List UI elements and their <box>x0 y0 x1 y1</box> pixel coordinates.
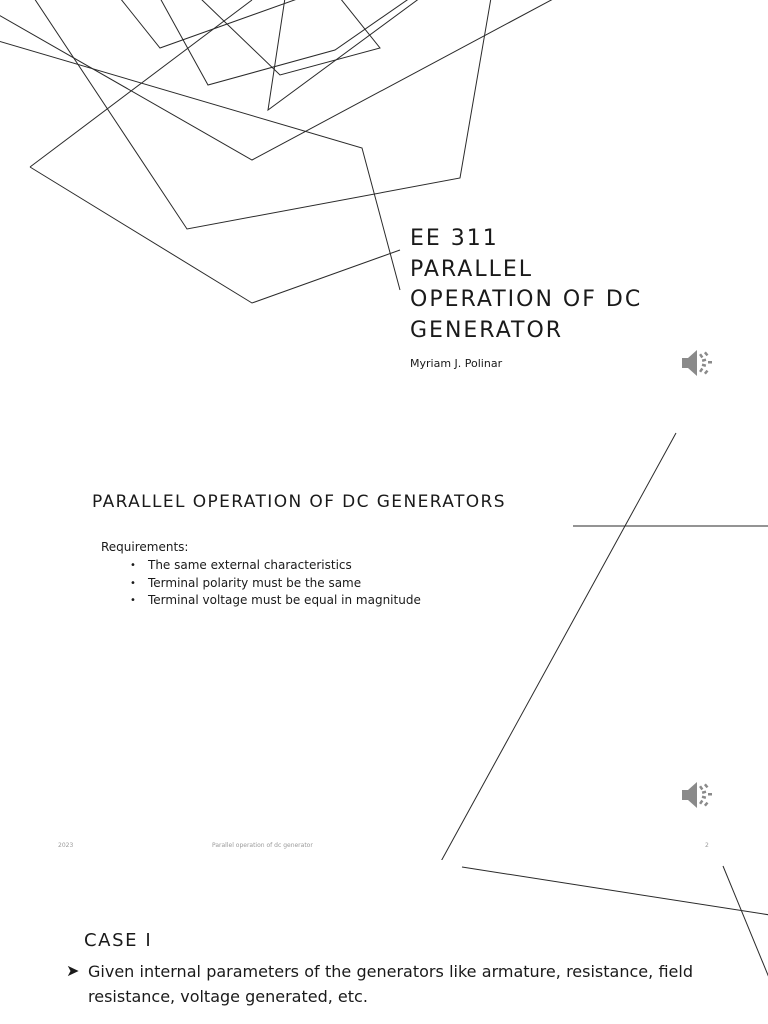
presentation-title <box>410 224 642 346</box>
content-slide-2 <box>0 420 768 860</box>
speaker-icon[interactable] <box>680 778 714 812</box>
slide-heading: PARALLEL OPERATION OF DC GENERATORS <box>92 492 506 512</box>
requirements-list <box>130 557 421 610</box>
title-line-2: PARALLEL <box>410 256 534 282</box>
list-item: • Terminal polarity must be the same <box>130 575 421 593</box>
decorative-lines <box>0 0 768 420</box>
content-slide-3 <box>0 860 768 1024</box>
requirements-label: Requirements: <box>101 540 189 554</box>
footer-title: Parallel operation of dc generator <box>212 842 313 849</box>
case-bullet-text: Given internal parameters of the generators like armature, resistance, field resistance, voltage generated, etc. <box>88 962 693 1006</box>
list-item: • Terminal voltage must be equal in magnitude <box>130 592 421 610</box>
case-heading: CASE I <box>84 930 153 951</box>
title-line-3: OPERATION OF DC <box>410 287 643 312</box>
speaker-icon[interactable] <box>680 346 714 380</box>
decorative-lines <box>0 420 768 860</box>
title-slide <box>0 0 768 420</box>
author-name: Myriam J. Polinar <box>410 357 503 370</box>
footer-year: 2023 <box>58 842 74 849</box>
list-item: • The same external characteristics <box>130 557 421 575</box>
title-line-course: EE 311 <box>410 226 499 251</box>
title-line-4: GENERATOR <box>410 317 564 343</box>
arrowhead-bullet-icon: ➤ <box>66 961 80 980</box>
footer-page-number: 2 <box>705 842 709 849</box>
